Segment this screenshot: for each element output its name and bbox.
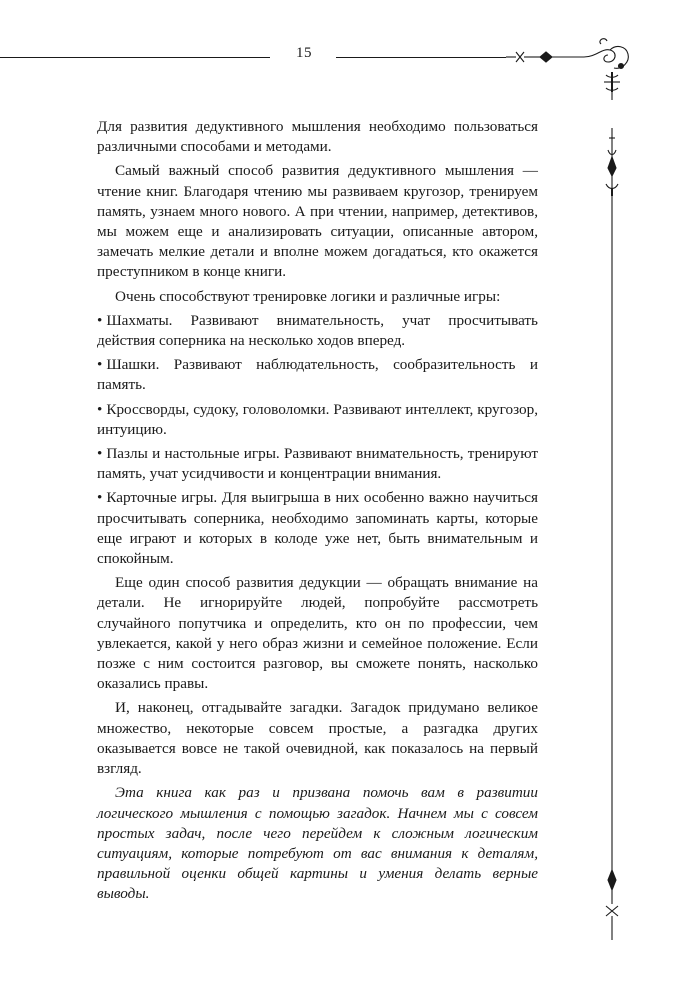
bottom-cross-ornament bbox=[606, 906, 618, 916]
spine-diamond-ornament bbox=[608, 157, 616, 176]
list-item-text: Пазлы и настольные игры. Развивают внимательность, тренируют память, учат усидчивости и концентрации внимания. bbox=[97, 445, 538, 483]
bullet-marker: • bbox=[97, 445, 103, 463]
list-item-text: Карточные игры. Для выигрыша в них особенно важно научиться просчитывать соперника, необходимо запоминать карты, которые еще играют и которых в колоде уже нет, быть внимательным и спокойным. bbox=[97, 489, 538, 568]
bullet-marker: • bbox=[97, 400, 103, 418]
bullet-marker: • bbox=[97, 489, 103, 507]
list-item bbox=[97, 311, 538, 351]
page-number: 15 bbox=[296, 45, 312, 61]
paragraph: И, наконец, отгадывайте загадки. Загадок придумано великое множество, некоторые совсем простые, а разгадка других оказывается вовсе не такой очевидной, как показалось на первый взгляд. bbox=[97, 699, 538, 778]
body-text bbox=[97, 117, 538, 905]
list-item bbox=[97, 488, 538, 569]
bullet-marker: • bbox=[97, 311, 103, 329]
list-item bbox=[97, 355, 538, 395]
header-rule-left bbox=[0, 57, 270, 58]
header-diamond-ornament bbox=[540, 52, 552, 62]
paragraph: Для развития дедуктивного мышления необходимо пользоваться различными способами и методами. bbox=[97, 118, 538, 156]
list-item-text: Кроссворды, судоку, головоломки. Развивают интеллект, кругозор, интуицию. bbox=[97, 400, 538, 438]
list-item-text: Шахматы. Развивают внимательность, учат просчитывать действия соперника на несколько ходов вперед. bbox=[97, 311, 538, 350]
list-item bbox=[97, 400, 538, 440]
corner-scroll-ornament bbox=[584, 50, 615, 62]
header-cross-ornament bbox=[516, 52, 524, 62]
bullet-marker: • bbox=[97, 356, 103, 374]
list-item-text: Шашки. Развивают наблюдательность, сообразительность и память. bbox=[97, 356, 538, 394]
paragraph: Еще один способ развития дедукции — обращать внимание на детали. Не игнорируйте людей, попробуйте рассмотреть случайного попутчика и определить, кто он по профессии, чем увлекается, какой у него образ жизни и семейное положение. Если позже с ним состоится разговор, вы сможете понять, насколько оказались правы. bbox=[97, 574, 538, 693]
paragraph: Самый важный способ развития дедуктивного мышления — чтение книг. Благодаря чтению мы развиваем кругозор, тренируем память, узнаем много нового. А при чтении, например, детективов, мы можем еще и анализировать ситуации, описанные автором, замечать мелкие детали и вполне можем догадаться, кто окажется преступником в конце книги. bbox=[97, 162, 538, 281]
list-item bbox=[97, 444, 538, 484]
italic-paragraph: Эта книга как раз и призвана помочь вам в развитии логического мышления с помощью загадок. Начнем мы с совсем простых задач, после чего перейдем к сложным логическим ситуациям, которые потребуют от вас внимания к деталям, правильной оценки общей картины и умения делать верные выводы. bbox=[97, 784, 538, 903]
header-rule-right bbox=[336, 57, 506, 58]
paragraph: Очень способствуют тренировке логики и различные игры: bbox=[115, 287, 501, 305]
